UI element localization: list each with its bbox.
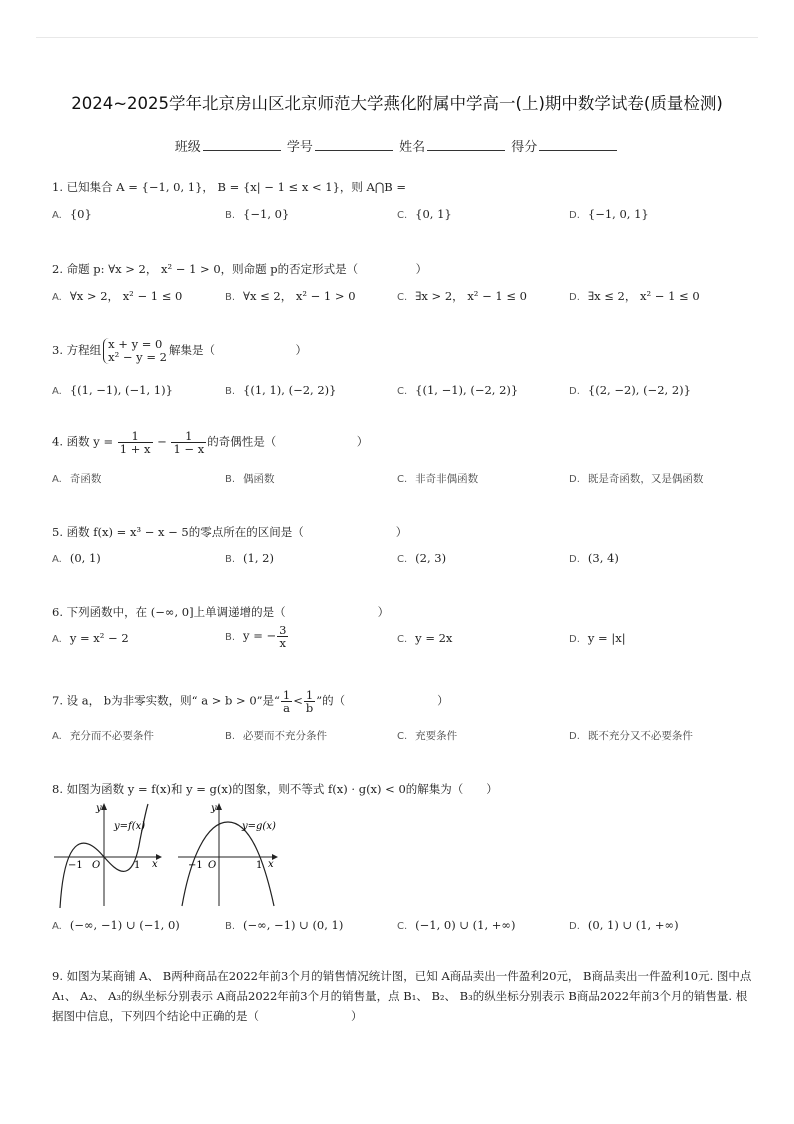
q3-option-d[interactable]: D. {(2, −2), (−2, 2)}	[569, 383, 691, 397]
name-blank[interactable]	[427, 139, 505, 151]
q6-option-d[interactable]: D. y = |x|	[569, 631, 626, 645]
q3-option-c[interactable]: C. {(1, −1), (−2, 2)}	[397, 383, 519, 397]
graph-f	[52, 800, 162, 912]
question-2-text: 命题 p: ∀x > 2， x² − 1 > 0，则命题 p的否定形式是（ ）	[66, 262, 428, 276]
x-axis-label: x	[268, 859, 274, 870]
question-8: 8. 如图为函数 y = f(x)和 y = g(x)的图象，则不等式 f(x) · g(x) < 0的解集为（ ）	[52, 782, 498, 796]
student-no-blank[interactable]	[315, 139, 393, 151]
question-7: 7. 设 a， b为非零实数，则“ a > b > 0”是“ $\frac{1}{a}$ < $\frac{1}{b}$ ”的（ ）	[52, 688, 449, 716]
name-label: 姓名	[399, 140, 426, 155]
page-title: 2024~2025学年北京房山区北京师范大学燕化附属中学高一(上)期中数学试卷(质量检测)	[71, 94, 723, 113]
q1-option-d[interactable]: D. {−1, 0, 1}	[569, 207, 649, 221]
q3-option-a[interactable]: A. {(1, −1), (−1, 1)}	[52, 383, 173, 397]
y-axis-label: y	[211, 803, 217, 814]
tick-neg1: −1	[68, 860, 83, 871]
score-blank[interactable]	[539, 139, 617, 151]
question-1-text: 已知集合 A = {−1, 0, 1}， B = {x| − 1 ≤ x < 1}，则 A⋂B =	[66, 180, 407, 194]
q4-option-a[interactable]: A. 奇函数	[52, 473, 102, 485]
question-2: 2. 命题 p: ∀x > 2， x² − 1 > 0，则命题 p的否定形式是（ ）	[52, 262, 428, 276]
question-4: 4. 函数 y = $\frac{1}{1 + x}$ − $\frac{1}{1 - x}$ 的奇偶性是（ ）	[52, 429, 369, 457]
class-label: 班级	[174, 140, 201, 155]
q5-option-b[interactable]: B. (1, 2)	[225, 551, 274, 565]
curve-g-label: y=g(x)	[242, 821, 276, 832]
graph-g	[176, 800, 288, 912]
q1-option-b[interactable]: B. {−1, 0}	[225, 207, 290, 221]
fraction-2: $\frac{1}{1 - x}$	[173, 429, 205, 457]
q7-option-c[interactable]: C. 充要条件	[397, 730, 458, 742]
q7-option-a[interactable]: A. 充分而不必要条件	[52, 730, 154, 742]
q2-option-b[interactable]: B. ∀x ≤ 2， x² − 1 > 0	[225, 289, 356, 303]
y-axis-arrow	[216, 803, 222, 810]
question-9: 9. 如图为某商铺 A、 B两种商品在2022年前3个月的销售情况统计图，已知 A商品卖出一件盈利20元， B商品卖出一件盈利10元. 图中点 A₁、 A₂、 A₃的纵坐标分别表示 A商品2022年前3个月的销售量，点 B₁、 B₂、 B₃的纵坐标分别表示 B商品2022年前3个月的销售量. 根据图中信息，下列四个结论中正确的是（ ）	[52, 969, 752, 1023]
class-blank[interactable]	[203, 139, 281, 151]
q5-option-c[interactable]: C. (2, 3)	[397, 551, 447, 565]
q5-option-a[interactable]: A. (0, 1)	[52, 551, 101, 565]
question-9-text: 如图为某商铺 A、 B两种商品在2022年前3个月的销售情况统计图，已知 A商品卖出一件盈利20元， B商品卖出一件盈利10元. 图中点 A₁、 A₂、 A₃的纵坐标分别表示 A商品2022年前3个月的销售量，点 B₁、 B₂、 B₃的纵坐标分别表示 B商品2022年前3个月的销售量. 根据图中信息，下列四个结论中正确的是（ ）	[52, 969, 752, 1023]
q4-option-b[interactable]: B. 偶函数	[225, 473, 275, 485]
q3-option-b[interactable]: B. {(1, 1), (−2, 2)}	[225, 383, 337, 397]
question-3: 3. 方程组 x + y = 0 x² − y = 2 解集是（ ）	[52, 337, 307, 365]
header-rule	[36, 37, 758, 38]
y-axis-arrow	[101, 803, 107, 810]
q1-option-a[interactable]: A. {0}	[52, 207, 92, 221]
question-6: 6. 下列函数中，在 (−∞, 0]上单调递增的是（ ）	[52, 605, 390, 619]
q7-option-d[interactable]: D. 既不充分又不必要条件	[569, 730, 693, 742]
q6-option-b[interactable]: B. y = − $\frac{3}{x}$	[225, 623, 287, 651]
curve-f-label: y=f(x)	[114, 821, 146, 832]
origin-label: O	[208, 860, 217, 871]
q2-option-d[interactable]: D. ∃x ≤ 2， x² − 1 ≤ 0	[569, 289, 700, 303]
x-axis-label: x	[152, 859, 158, 870]
student-no-label: 学号	[286, 140, 313, 155]
q6-option-c[interactable]: C. y = 2x	[397, 631, 453, 645]
y-axis-label: y	[96, 803, 102, 814]
q8-option-d[interactable]: D. (0, 1) ∪ (1, +∞)	[569, 918, 679, 932]
tick-pos1: 1	[134, 860, 141, 871]
q2-option-a[interactable]: A. ∀x > 2， x² − 1 ≤ 0	[52, 289, 183, 303]
q8-option-b[interactable]: B. (−∞, −1) ∪ (0, 1)	[225, 918, 344, 932]
q6-option-a[interactable]: A. y = x² − 2	[52, 631, 129, 645]
q4-option-d[interactable]: D. 既是奇函数，又是偶函数	[569, 473, 704, 485]
tick-pos1: 1	[256, 860, 263, 871]
tick-neg1: −1	[188, 860, 203, 871]
score-label: 得分	[511, 140, 538, 155]
question-5: 5. 函数 f(x) = x³ − x − 5的零点所在的区间是（ ）	[52, 525, 408, 539]
q2-option-c[interactable]: C. ∃x > 2， x² − 1 ≤ 0	[397, 289, 527, 303]
equation-system: x + y = 0 x² − y = 2	[103, 338, 167, 364]
q7-option-b[interactable]: B. 必要而不充分条件	[225, 730, 328, 742]
fraction-1: $\frac{1}{1 + x}$	[119, 429, 151, 457]
q8-option-c[interactable]: C. (−1, 0) ∪ (1, +∞)	[397, 918, 516, 932]
q1-option-c[interactable]: C. {0, 1}	[397, 207, 452, 221]
q4-option-c[interactable]: C. 非奇非偶函数	[397, 473, 479, 485]
q5-option-d[interactable]: D. (3, 4)	[569, 551, 619, 565]
question-1: 1. 已知集合 A = {−1, 0, 1}， B = {x| − 1 ≤ x < 1}，则 A⋂B =	[52, 180, 407, 194]
student-info-row	[0, 136, 794, 155]
q8-option-a[interactable]: A. (−∞, −1) ∪ (−1, 0)	[52, 918, 180, 932]
origin-label: O	[92, 860, 101, 871]
